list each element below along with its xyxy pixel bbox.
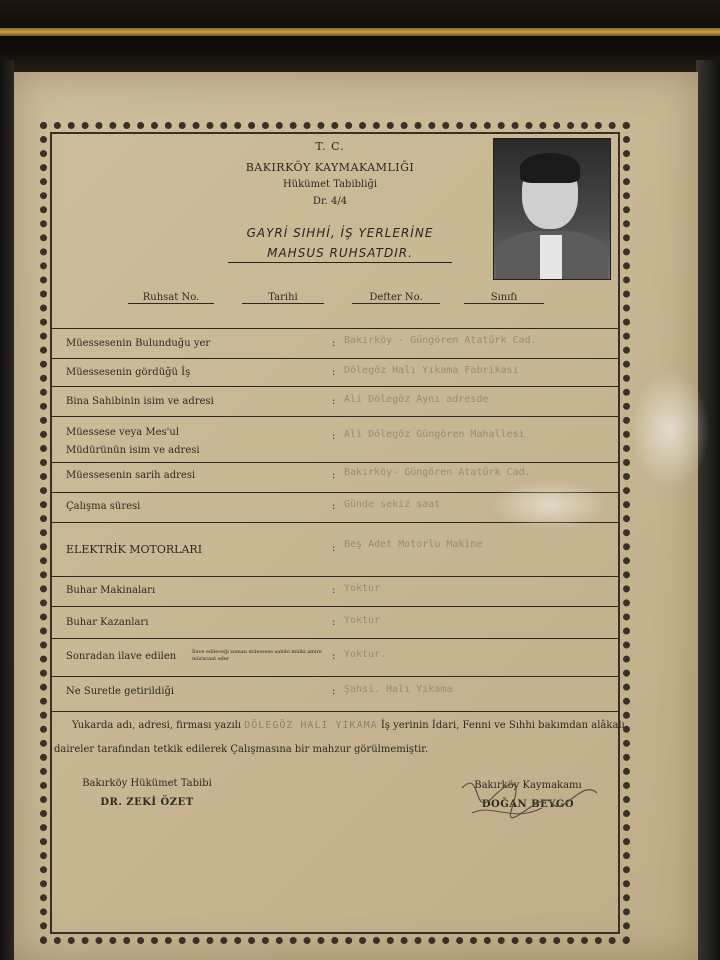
certification-statement [54,714,630,762]
row-label: Sonradan ilave edilen [66,651,177,662]
title-line-2: MAHSUS RUHSATDIR. [228,246,452,263]
table-row: Sonradan ilave edilen İlave edileceği zaman müessese sahibi mülki amire müracaat eder : Yoktur. [52,638,618,677]
right-signer-title: Bakırköy Kaymakamı [474,780,582,791]
statement-part-1: Yukarda adı, adresi, firması yazılı [72,720,242,731]
header-line-4: Dr. 4/4 [312,196,348,207]
row-value: Yoktur. [344,649,387,660]
row-value: Ali Dölegöz Aynı adresde [344,394,489,405]
row-label: Buhar Makinaları [66,585,156,596]
signature-block-left [62,778,232,808]
column-sinifi: Sınıfı [464,292,544,304]
table-row: ELEKTRİK MOTORLARI : Beş Adet Motorlu Makine [52,522,618,577]
row-value: Yoktur [344,583,381,594]
statement-part-3: bakımdan alâkalı daireler tarafından tetkik edilerek Çalışmasına bir mahzur görülmemiştir. [54,720,625,755]
statement-firm-name: DÖLEGÖZ HALI YIKAMA [244,720,378,731]
row-value: Beş Adet Motorlu Makine [344,539,483,550]
table-row: Müessese veya Mes'ul Müdürünün isim ve adresi : Ali Dölegöz Güngören Mahallesi [52,416,618,463]
picture-frame-gold-trim [0,28,720,36]
header-line-3: Hükümet Tabibliği [282,179,378,190]
row-label: Bina Sahibinin isim ve adresi [66,396,214,407]
row-value: Yoktur [344,615,381,626]
table-row: Buhar Kazanları : Yoktur [52,606,618,639]
issuer-header [200,140,460,207]
row-label-line-1: Müessese veya Mes'ul [66,427,180,438]
handwritten-signature [452,768,612,828]
column-ruhsat-no: Ruhsat No. [128,292,214,304]
row-label: Buhar Kazanları [66,617,149,628]
statement-part-2: İş yerinin İdari, Fenni ve Sıhhi [380,720,535,731]
table-row: Müessesenin gördüğü İş : Dölegöz Halı Yıkama Fabrikası [52,358,618,387]
left-signer-title: Bakırköy Hükümet Tabibi [82,778,212,789]
row-value: Dölegöz Halı Yıkama Fabrikası [344,365,519,376]
certificate-title [228,226,452,263]
table-row: Bina Sahibinin isim ve adresi : Ali Dölegöz Aynı adresde [52,386,618,417]
row-note: İlave edileceği zaman müessese sahibi mülki amire müracaat eder [192,649,322,662]
row-value: Bakırköy- Güngören Atatürk Cad. [344,467,531,478]
header-line-1: T. C. [315,140,345,153]
row-label-line-2: Müdürünün isim ve adresi [66,445,200,456]
row-value: Bakırköy - Güngören Atatürk Cad. [344,335,537,346]
row-value: Ali Dölegöz Güngören Mahallesi [344,429,525,440]
row-label: Müessesenin Bulunduğu yer [66,338,211,349]
table-row: Ne Suretle getirildiği : Şahsi. Halı Yıkama [52,676,618,712]
row-label: Müessesenin gördüğü İş [66,367,191,378]
left-signer-name: DR. ZEKİ ÖZET [100,797,194,808]
column-tarihi: Tarihi [242,292,324,304]
portrait-photo [493,138,611,280]
row-label: Çalışma süresi [66,501,141,512]
right-signer-name: DOĞAN BEYGO [481,799,575,810]
row-value: Şahsi. Halı Yıkama [344,684,453,695]
header-line-2: BAKIRKÖY KAYMAKAMLIĞI [245,161,415,174]
column-defter-no: Defter No. [352,292,440,304]
row-value: Günde sekiz saat [344,499,441,510]
table-row: Buhar Makinaları : Yoktur [52,576,618,607]
picture-frame-right [696,60,720,960]
picture-frame-top [0,0,720,80]
table-row: Müessesenin Bulunduğu yer : Bakırköy - Güngören Atatürk Cad. [52,328,618,359]
row-label: Müessesenin sarih adresi [66,470,196,481]
row-label: Ne Suretle getirildiği [66,686,175,697]
table-row: Müessesenin sarih adresi : Bakırköy- Güngören Atatürk Cad. [52,462,618,493]
title-line-1: GAYRİ SIHHİ, İŞ YERLERİNE [246,226,434,240]
table-row: Çalışma süresi : Günde sekiz saat [52,492,618,523]
picture-frame-left [0,60,14,960]
row-label: ELEKTRİK MOTORLARI [66,543,203,556]
